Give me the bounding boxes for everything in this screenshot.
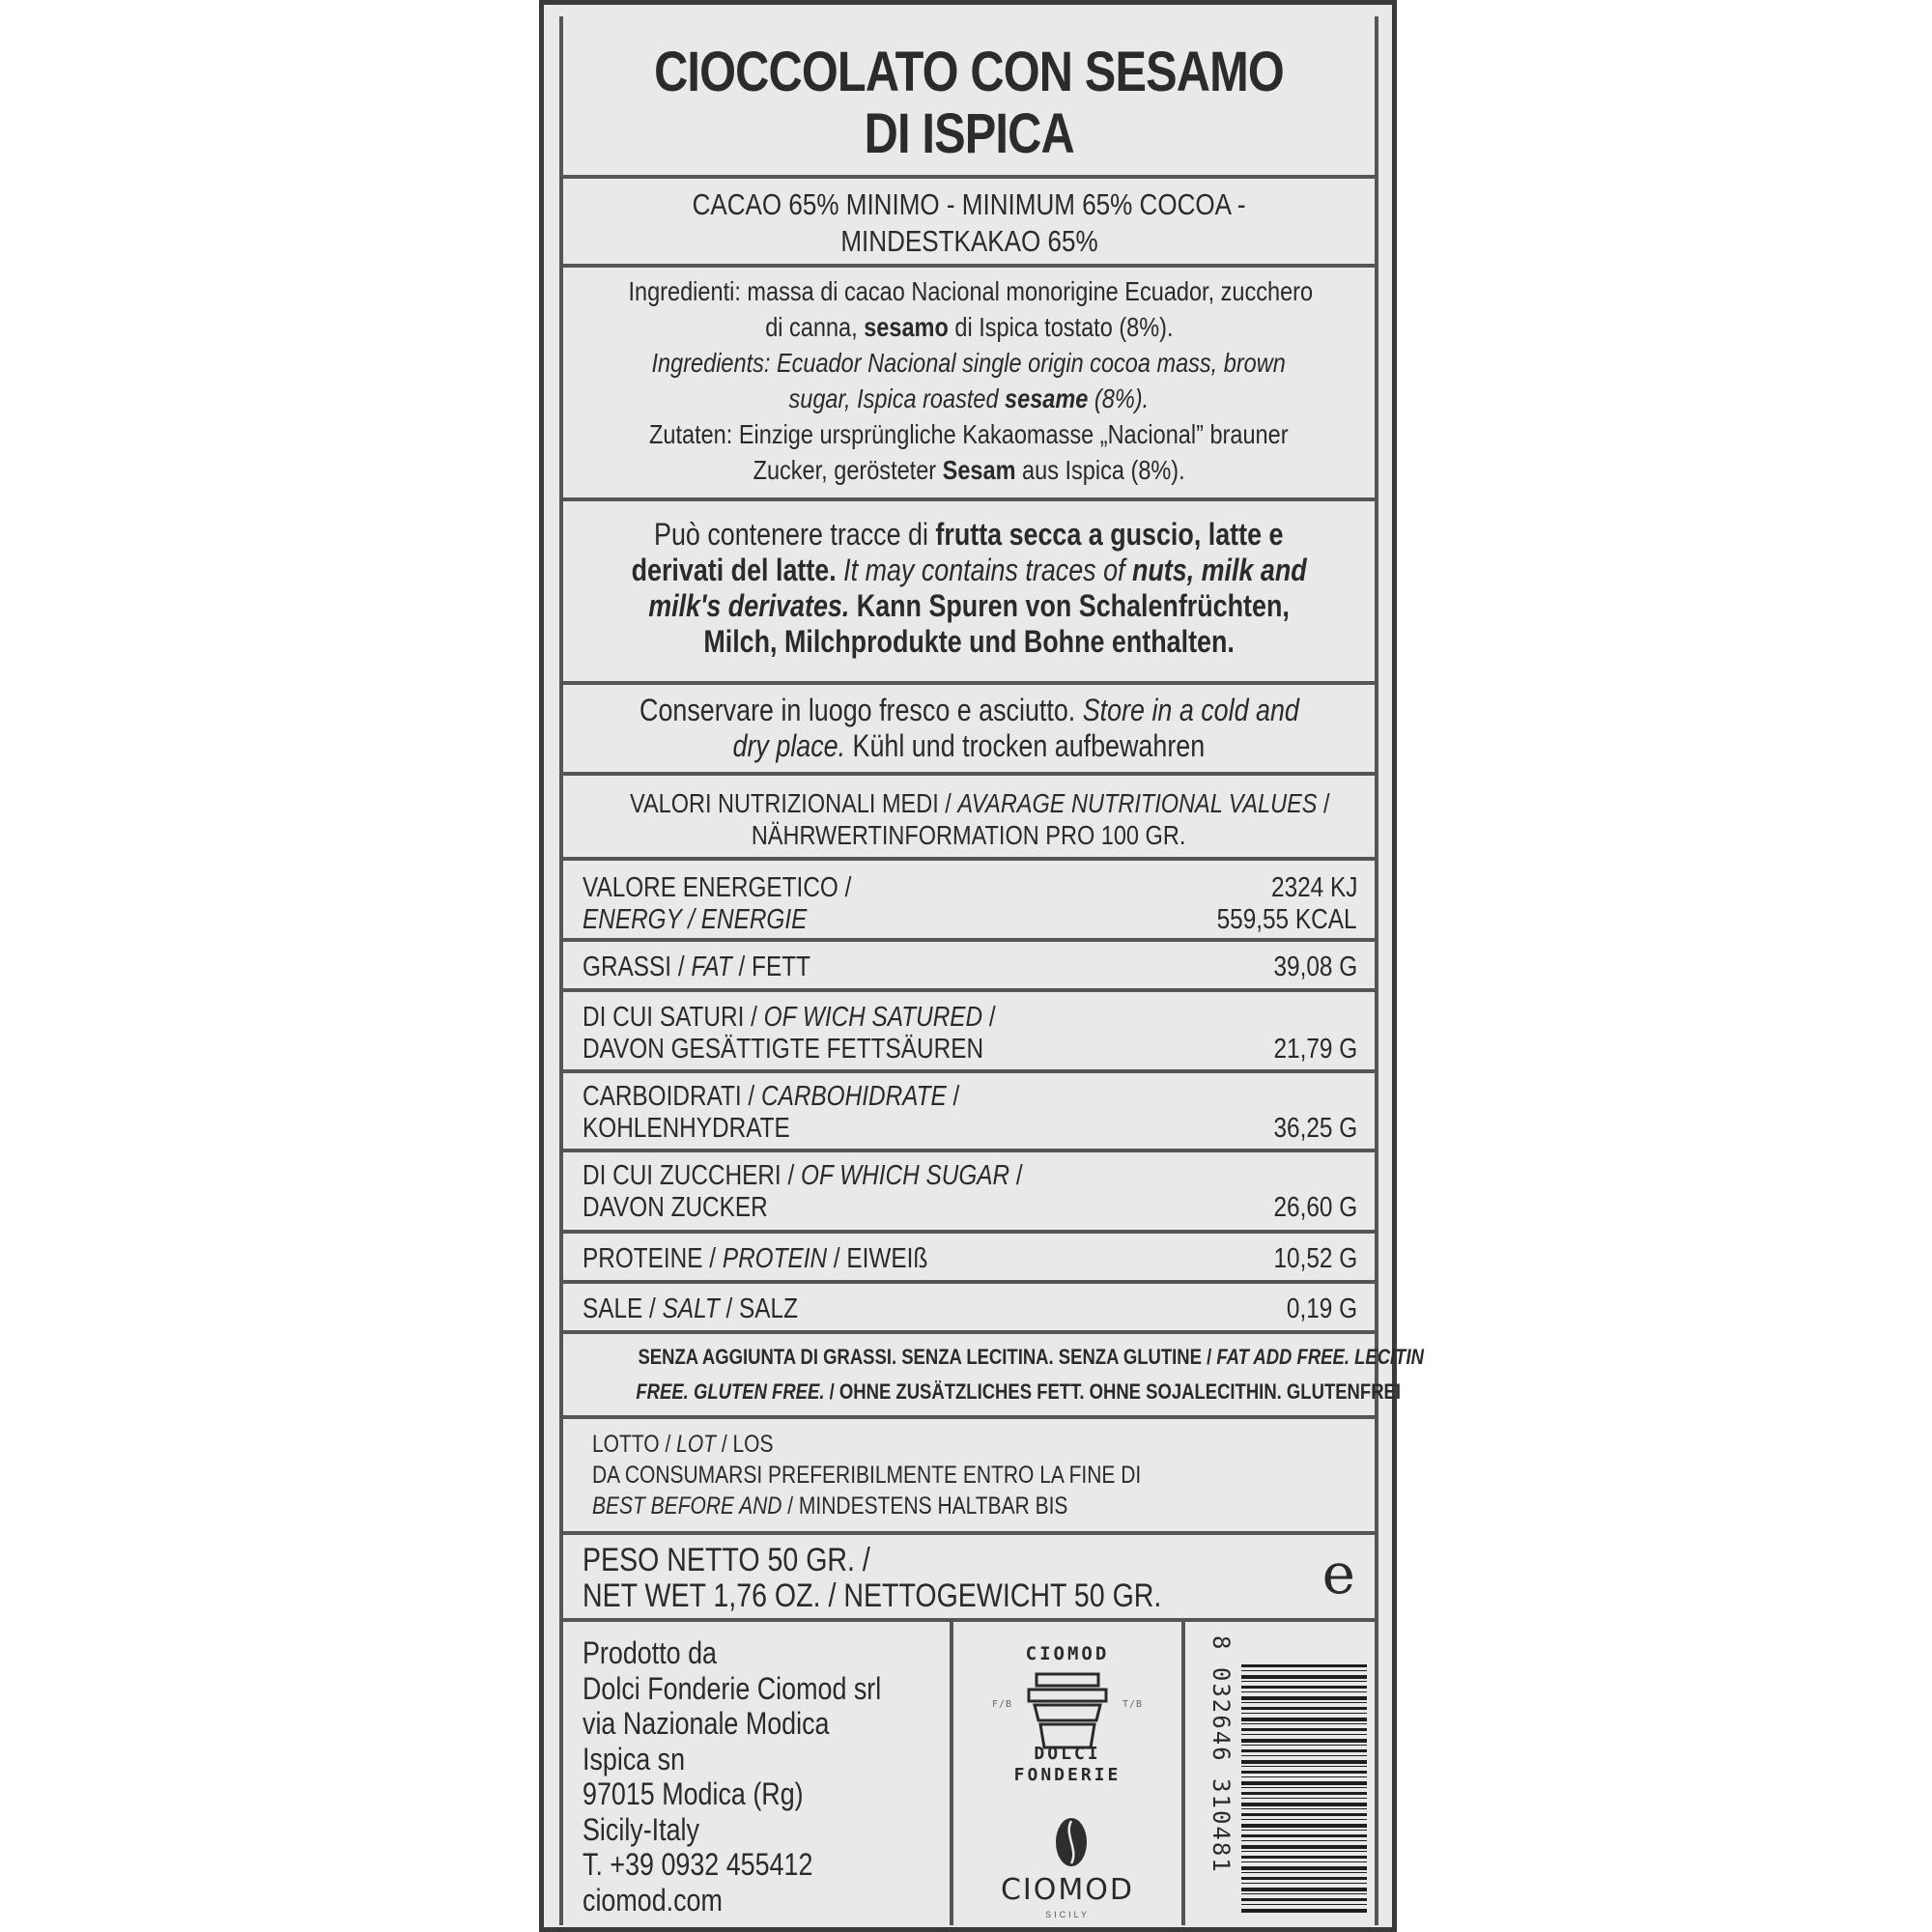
free-from-section bbox=[563, 1334, 1424, 1419]
saturated-value: 21,79 G bbox=[1273, 1034, 1357, 1065]
ingredients-section bbox=[563, 268, 1375, 501]
fat-label: GRASSI / FAT / FETT bbox=[582, 952, 810, 982]
producer-address bbox=[582, 1635, 950, 1918]
producer-website: ciomod.com bbox=[582, 1882, 723, 1918]
barcode-number: 8 032646 310481 bbox=[1208, 1635, 1235, 1874]
nutrition-row-sugar bbox=[563, 1152, 1375, 1234]
salt-value: 0,19 G bbox=[1286, 1293, 1357, 1324]
energy-label-2: ENERGY / ENERGIE bbox=[582, 904, 808, 935]
cocoa-bean-icon bbox=[1052, 1815, 1091, 1869]
title-section bbox=[563, 16, 1375, 179]
lot-section bbox=[563, 1419, 1375, 1535]
logo-region: SICILY bbox=[1045, 1910, 1090, 1919]
label-inner-frame bbox=[559, 16, 1424, 1925]
barcode-panel bbox=[1185, 1622, 1375, 1925]
nutrition-header bbox=[563, 776, 1375, 861]
nutrition-row-energy bbox=[563, 861, 1375, 942]
carbs-label: CARBOIDRATI / CARBOHIDRATE / bbox=[582, 1081, 960, 1112]
product-title-line1: CIOCCOLATO CON SESAMO bbox=[654, 41, 1284, 103]
fat-value: 39,08 G bbox=[1273, 952, 1357, 982]
carbs-label-2: KOHLENHYDRATE bbox=[582, 1113, 790, 1144]
producer-line: via Nazionale Modica bbox=[582, 1706, 830, 1741]
allergens-line3: milk's derivates. Kann Spuren von Schalenfrüchten, bbox=[648, 588, 1290, 623]
free-from-line1: SENZA AGGIUNTA DI GRASSI. SENZA LECITINA. SENZA GLUTINE / FAT ADD FREE. LECITIN bbox=[638, 1345, 1424, 1369]
net-weight-line2: NET WET 1,76 OZ. / NETTOGEWICHT 50 GR. bbox=[582, 1577, 1162, 1614]
ingredients-de-line2: Zucker, gerösteter Sesam aus Ispica (8%). bbox=[753, 455, 1185, 485]
saturated-label: DI CUI SATURI / OF WICH SATURED / bbox=[582, 1002, 996, 1033]
salt-label: SALE / SALT / SALZ bbox=[582, 1293, 798, 1324]
lot-line3: BEST BEFORE AND / MINDESTENS HALTBAR BIS bbox=[592, 1492, 1068, 1520]
sugar-label-2: DAVON ZUCKER bbox=[582, 1192, 768, 1223]
estimated-e-mark: e bbox=[1321, 1541, 1355, 1606]
cacao-line1: CACAO 65% MINIMO - MINIMUM 65% COCOA - bbox=[692, 187, 1246, 221]
logo-ciomod-top: CIOMOD bbox=[1025, 1643, 1110, 1664]
weight-section bbox=[563, 1535, 1375, 1622]
energy-label: VALORE ENERGETICO / bbox=[582, 872, 852, 903]
energy-kj-value: 2324 KJ bbox=[1270, 872, 1357, 903]
sugar-value: 26,60 G bbox=[1273, 1192, 1357, 1223]
allergens-line4: Milch, Milchprodukte und Bohne enthalten. bbox=[703, 624, 1235, 659]
producer-line: Ispica sn bbox=[582, 1741, 686, 1776]
logo-dolci: DOLCI bbox=[1034, 1744, 1101, 1764]
ingredients-en-line1: Ingredients: Ecuador Nacional single origin cocoa mass, brown bbox=[651, 348, 1287, 378]
storage-line2: dry place. Kühl und trocken aufbewahren bbox=[732, 728, 1206, 763]
energy-kcal-value: 559,55 KCAL bbox=[1217, 904, 1357, 935]
net-weight-line1: PESO NETTO 50 GR. / bbox=[582, 1542, 870, 1578]
cacao-section bbox=[563, 179, 1375, 268]
ingredients-de-line1: Zutaten: Einzige ursprüngliche Kakaomasse „Nacional” brauner bbox=[649, 419, 1289, 449]
nutrition-row-salt bbox=[563, 1284, 1375, 1334]
storage-section bbox=[563, 685, 1375, 776]
product-title-line2: DI ISPICA bbox=[864, 102, 1074, 165]
ingredients-it-line1: Ingredienti: massa di cacao Nacional monorigine Ecuador, zucchero bbox=[628, 276, 1314, 306]
sugar-label: DI CUI ZUCCHERI / OF WHICH SUGAR / bbox=[582, 1160, 1023, 1191]
saturated-label-2: DAVON GESÄTTIGTE FETTSÄUREN bbox=[582, 1034, 984, 1065]
logo-tb-mark: T/B bbox=[1122, 1699, 1143, 1710]
product-label bbox=[539, 0, 1424, 1932]
carbs-value: 36,25 G bbox=[1273, 1113, 1357, 1144]
lot-line1: LOTTO / LOT / LOS bbox=[592, 1431, 774, 1458]
nutrition-header-line1: VALORI NUTRIZIONALI MEDI / AVARAGE NUTRITIONAL VALUES / bbox=[630, 788, 1330, 818]
storage-line1: Conservare in luogo fresco e asciutto. Store in a cold and bbox=[639, 693, 1299, 727]
barcode-bars bbox=[1241, 1664, 1367, 1914]
producer-line: 97015 Modica (Rg) bbox=[582, 1776, 804, 1811]
ingredients-en-line2: sugar, Ispica roasted sesame (8%). bbox=[788, 384, 1150, 413]
nutrition-row-carbs bbox=[563, 1073, 1375, 1152]
ingredients-it-line2: di canna, sesamo di Ispica tostato (8%). bbox=[764, 312, 1174, 342]
producer-line: Sicily-Italy bbox=[582, 1811, 699, 1847]
nutrition-row-protein bbox=[563, 1234, 1375, 1284]
allergens-section bbox=[563, 501, 1375, 685]
free-from-line2: FREE. GLUTEN FREE. / OHNE ZUSÄTZLICHES FETT. OHNE SOJALECITHIN. GLUTENFREI bbox=[636, 1379, 1401, 1404]
logo-brand-name: CIOMOD bbox=[1000, 1873, 1134, 1907]
protein-label: PROTEINE / PROTEIN / EIWEIß bbox=[582, 1243, 928, 1274]
allergens-line1: Può contenere tracce di frutta secca a guscio, latte e bbox=[654, 517, 1284, 552]
producer-line: Prodotto da bbox=[582, 1635, 717, 1670]
logo-fb-mark: F/B bbox=[992, 1699, 1013, 1710]
nutrition-header-line2: NÄHRWERTINFORMATION PRO 100 GR. bbox=[752, 820, 1186, 850]
logo-panel bbox=[950, 1622, 1185, 1925]
footer-section bbox=[563, 1622, 1375, 1925]
nutrition-row-fat bbox=[563, 942, 1375, 992]
producer-line: Dolci Fonderie Ciomod srl bbox=[582, 1670, 882, 1706]
allergens-line2: derivati del latte. It may contains traces of nuts, milk and bbox=[631, 553, 1307, 587]
producer-phone: T. +39 0932 455412 bbox=[582, 1847, 813, 1882]
logo-fonderie: FONDERIE bbox=[1013, 1765, 1122, 1785]
foundry-anvil-icon bbox=[1019, 1670, 1116, 1753]
protein-value: 10,52 G bbox=[1273, 1243, 1357, 1274]
nutrition-row-saturated bbox=[563, 992, 1375, 1073]
cacao-line2: MINDESTKAKAO 65% bbox=[839, 224, 1098, 258]
lot-line2: DA CONSUMARSI PREFERIBILMENTE ENTRO LA FINE DI bbox=[592, 1462, 1142, 1489]
